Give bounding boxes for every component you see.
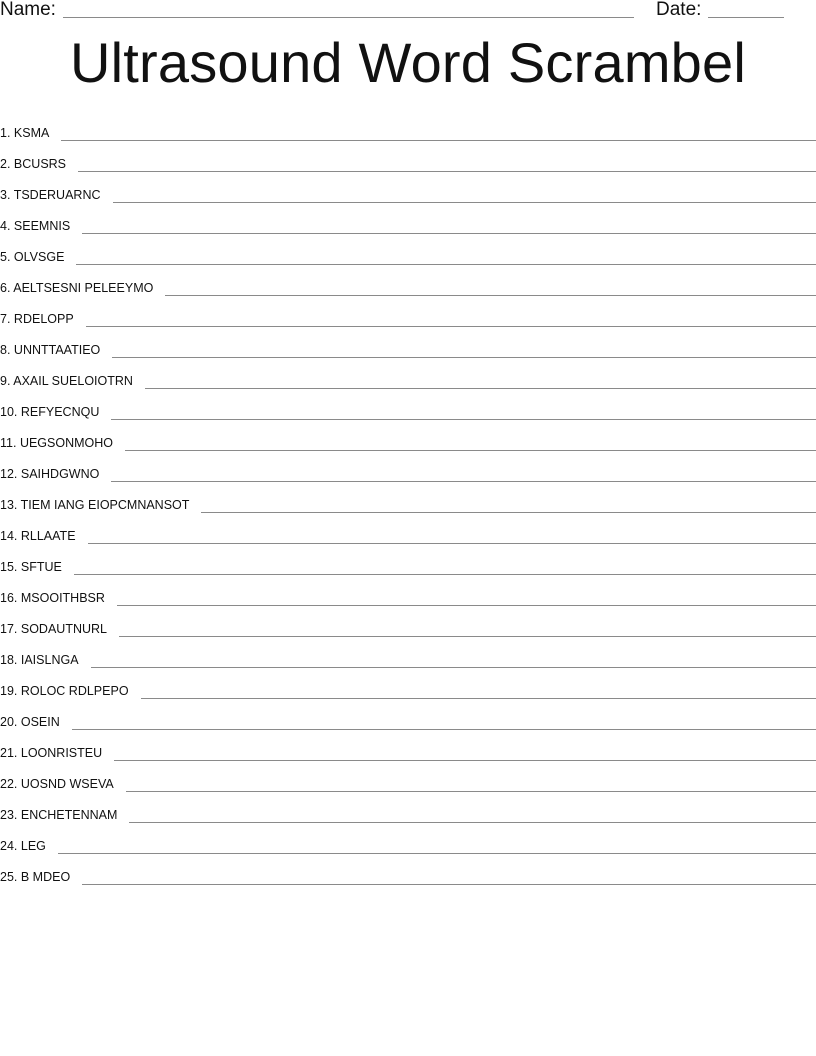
answer-line[interactable] (88, 542, 816, 544)
word-item (0, 576, 816, 607)
answer-line[interactable] (91, 666, 816, 668)
word-number: 20. (0, 715, 18, 729)
scrambled-word: ROLOC RDLPEPO (20, 684, 129, 698)
word-item (0, 173, 816, 204)
scrambled-word: KSMA (13, 126, 50, 140)
answer-line[interactable] (145, 387, 816, 389)
answer-line[interactable] (74, 573, 816, 575)
word-item (0, 483, 816, 514)
word-clue (0, 620, 119, 638)
word-number: 7. (0, 312, 11, 326)
scrambled-word: SODAUTNURL (20, 622, 107, 636)
word-item (0, 514, 816, 545)
answer-line[interactable] (58, 852, 816, 854)
word-item (0, 855, 816, 886)
word-number: 25. (0, 870, 18, 884)
answer-line[interactable] (82, 883, 816, 885)
word-item (0, 793, 816, 824)
answer-line[interactable] (114, 759, 816, 761)
answer-line[interactable] (86, 325, 816, 327)
word-item (0, 607, 816, 638)
word-number: 12. (0, 467, 18, 481)
word-clue (0, 806, 129, 824)
scrambled-word: AELTSESNI PELEEYMO (13, 281, 154, 295)
word-item (0, 545, 816, 576)
page-title: Ultrasound Word Scrambel (69, 31, 747, 94)
word-item (0, 762, 816, 793)
word-clue (0, 589, 117, 607)
scrambled-word: LOONRISTEU (20, 746, 103, 760)
word-number: 11. (0, 436, 17, 450)
word-number: 17. (0, 622, 18, 636)
word-clue (0, 155, 78, 173)
scrambled-word: SEEMNIS (13, 219, 71, 233)
word-clue (0, 496, 201, 514)
scrambled-word: TSDERUARNC (13, 188, 101, 202)
word-number: 4. (0, 219, 11, 233)
scrambled-word: RDELOPP (13, 312, 74, 326)
answer-line[interactable] (78, 170, 816, 172)
word-clue (0, 744, 114, 762)
word-clue (0, 682, 141, 700)
answer-line[interactable] (117, 604, 816, 606)
word-clue (0, 248, 76, 266)
word-item (0, 235, 816, 266)
name-label: Name: (0, 0, 56, 20)
answer-line[interactable] (125, 449, 816, 451)
word-number: 13. (0, 498, 18, 512)
answer-line[interactable] (76, 263, 816, 265)
scrambled-word: SAIHDGWNO (20, 467, 100, 481)
word-clue (0, 279, 165, 297)
scrambled-word: BCUSRS (13, 157, 67, 171)
word-number: 24. (0, 839, 18, 853)
word-number: 23. (0, 808, 18, 822)
answer-line[interactable] (119, 635, 816, 637)
word-number: 16. (0, 591, 18, 605)
word-number: 19. (0, 684, 18, 698)
word-list (0, 111, 816, 886)
worksheet-header (0, 0, 816, 22)
answer-line[interactable] (201, 511, 816, 513)
word-item (0, 669, 816, 700)
answer-line[interactable] (61, 139, 816, 141)
word-number: 1. (0, 126, 11, 140)
word-number: 21. (0, 746, 18, 760)
word-clue (0, 558, 74, 576)
answer-line[interactable] (111, 480, 816, 482)
word-item (0, 297, 816, 328)
word-clue (0, 837, 58, 855)
word-number: 6. (0, 281, 11, 295)
word-item (0, 824, 816, 855)
word-item (0, 421, 816, 452)
word-number: 14. (0, 529, 18, 543)
name-field-line[interactable] (63, 17, 634, 18)
word-number: 15. (0, 560, 18, 574)
scrambled-word: OSEIN (20, 715, 60, 729)
answer-line[interactable] (111, 418, 816, 420)
word-clue (0, 775, 126, 793)
answer-line[interactable] (113, 201, 816, 203)
scrambled-word: ENCHETENNAM (20, 808, 118, 822)
scrambled-word: REFYECNQU (20, 405, 100, 419)
scrambled-word: OLVSGE (13, 250, 65, 264)
word-item (0, 359, 816, 390)
word-clue (0, 713, 72, 731)
word-item (0, 390, 816, 421)
scrambled-word: UOSND WSEVA (20, 777, 114, 791)
scrambled-word: UNNTTAATIEO (13, 343, 101, 357)
word-item (0, 638, 816, 669)
scrambled-word: B MDEO (20, 870, 71, 884)
word-clue (0, 651, 91, 669)
word-clue (0, 465, 111, 483)
answer-line[interactable] (129, 821, 816, 823)
word-item (0, 266, 816, 297)
word-clue (0, 372, 145, 390)
word-number: 2. (0, 157, 11, 171)
word-item (0, 700, 816, 731)
answer-line[interactable] (82, 232, 816, 234)
answer-line[interactable] (141, 697, 816, 699)
scrambled-word: UEGSONMOHO (19, 436, 113, 450)
word-number: 3. (0, 188, 11, 202)
date-field-line[interactable] (708, 17, 784, 18)
word-clue (0, 217, 82, 235)
scrambled-word: TIEM IANG EIOPCMNANSOT (20, 498, 190, 512)
word-clue (0, 527, 88, 545)
word-item (0, 111, 816, 142)
word-item (0, 731, 816, 762)
answer-line[interactable] (72, 728, 816, 730)
word-number: 18. (0, 653, 18, 667)
word-clue (0, 124, 61, 142)
word-number: 10. (0, 405, 18, 419)
scrambled-word: SFTUE (20, 560, 62, 574)
word-clue (0, 186, 113, 204)
word-number: 22. (0, 777, 18, 791)
word-item (0, 452, 816, 483)
scrambled-word: AXAIL SUELOIOTRN (13, 374, 133, 388)
word-number: 8. (0, 343, 11, 357)
answer-line[interactable] (126, 790, 816, 792)
word-item (0, 328, 816, 359)
word-number: 9. (0, 374, 11, 388)
word-item (0, 204, 816, 235)
scrambled-word: RLLAATE (20, 529, 76, 543)
word-clue (0, 868, 82, 886)
word-number: 5. (0, 250, 11, 264)
word-clue (0, 434, 125, 452)
word-item (0, 142, 816, 173)
date-label: Date: (656, 0, 702, 20)
answer-line[interactable] (165, 294, 816, 296)
scrambled-word: IAISLNGA (20, 653, 79, 667)
scrambled-word: LEG (20, 839, 46, 853)
word-clue (0, 403, 111, 421)
word-clue (0, 310, 86, 328)
word-clue (0, 341, 112, 359)
answer-line[interactable] (112, 356, 816, 358)
scrambled-word: MSOOITHBSR (20, 591, 105, 605)
